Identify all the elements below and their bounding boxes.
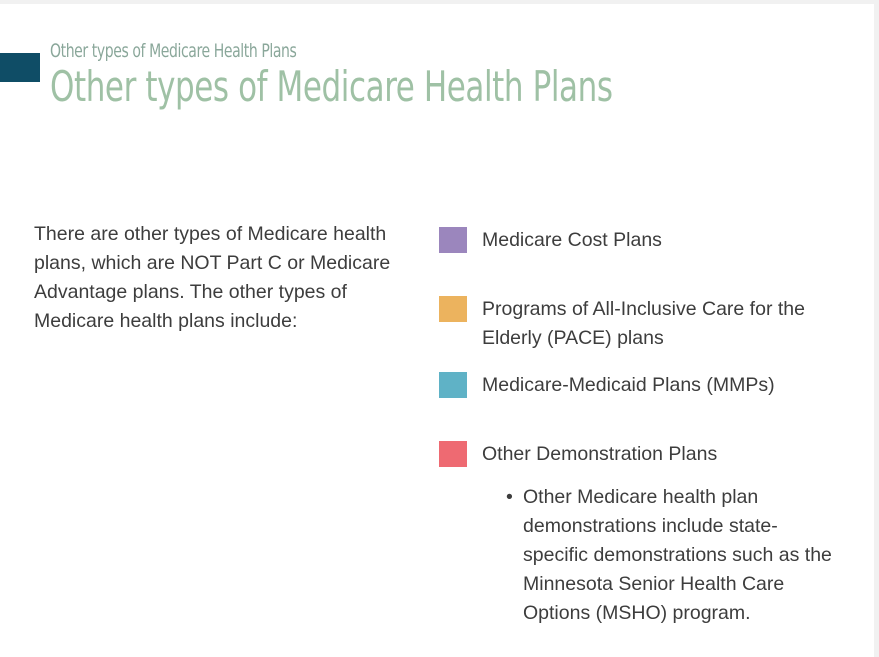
plan-item-cost	[439, 226, 842, 255]
plan-item-demonstration	[439, 440, 842, 469]
bullet-dot-icon: •	[506, 486, 513, 508]
plan-label-demonstration: Other Demonstration Plans	[482, 443, 718, 465]
plan-label-pace: Programs of All-Inclusive Care for the Elderly (PACE) plans	[482, 298, 805, 349]
breadcrumb: Other types of Medicare Health Plans	[50, 40, 297, 62]
plan-label-cost: Medicare Cost Plans	[482, 229, 662, 251]
slide	[0, 4, 874, 657]
pace-swatch	[439, 296, 467, 322]
accent-bar	[0, 53, 40, 82]
demonstration-bullet-text: Other Medicare health plan demonstrations include state-specific demonstrations such as the Minnesota Senior Health Care Options (MSHO) program.	[523, 486, 832, 624]
demonstration-bullet	[506, 483, 836, 628]
cost-plans-swatch	[439, 227, 467, 253]
intro-text: There are other types of Medicare health plans, which are NOT Part C or Medicare Advantage plans. The other types of Medicare health plans include:	[34, 223, 391, 332]
plan-label-mmps: Medicare-Medicaid Plans (MMPs)	[482, 374, 775, 396]
demonstration-swatch	[439, 441, 467, 467]
plan-item-pace	[439, 295, 842, 353]
mmps-swatch	[439, 372, 467, 398]
plan-item-mmps	[439, 371, 842, 400]
page-title: Other types of Medicare Health Plans	[50, 62, 613, 111]
